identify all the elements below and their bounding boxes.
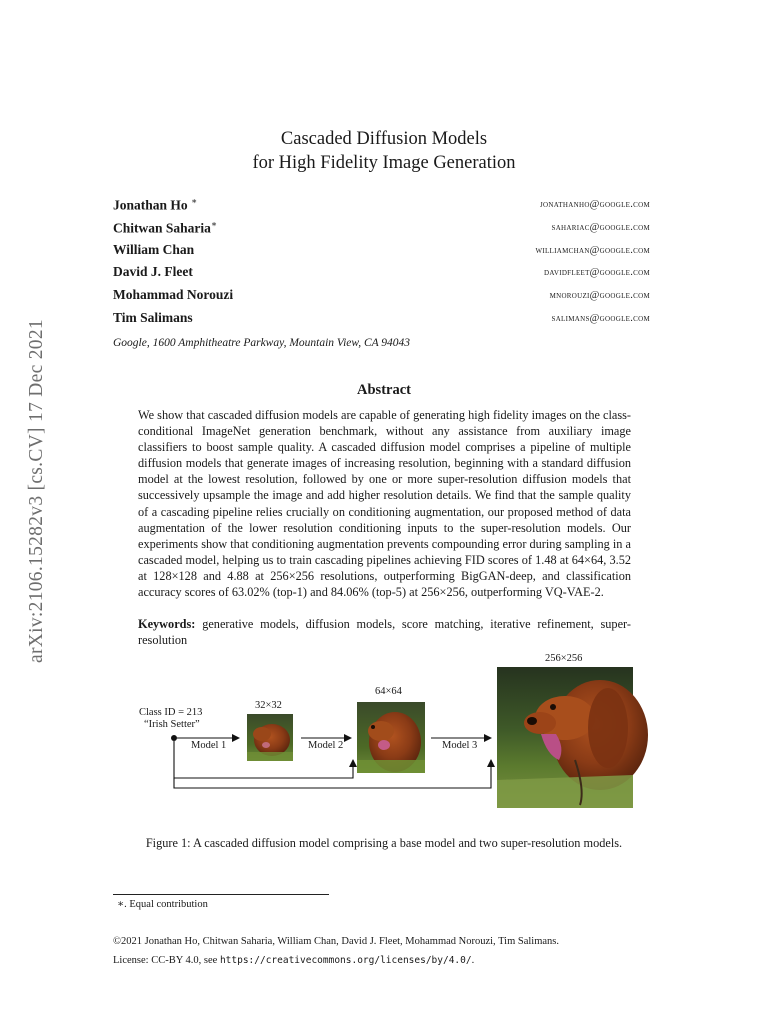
author-name: David J. Fleet [113, 264, 193, 279]
author-email[interactable]: mnorouzi@google.com [549, 290, 650, 301]
sample-image-256 [497, 667, 648, 808]
sample-image-32 [247, 714, 293, 761]
affiliation: Google, 1600 Amphitheatre Parkway, Mountain View, CA 94043 [113, 337, 411, 349]
resolution-label-64: 64×64 [375, 686, 402, 697]
model-3-label: Model 3 [442, 740, 478, 751]
model-1-label: Model 1 [191, 740, 227, 751]
class-name-label: “Irish Setter” [144, 719, 200, 730]
keywords-text: generative models, diffusion models, score matching, iterative refinement, super-resolution [138, 617, 631, 647]
author-name: Mohammad Norouzi [113, 287, 234, 302]
author-email[interactable]: williamchan@google.com [535, 245, 650, 256]
author-name: Chitwan Saharia∗ [113, 219, 218, 236]
paper-title-line-1: Cascaded Diffusion Models [280, 129, 488, 149]
author-name: Jonathan Ho ∗ [113, 196, 198, 213]
author-email[interactable]: jonathanho@google.com [540, 199, 650, 210]
author-name: Tim Salimans [113, 310, 193, 325]
class-input-dot [171, 735, 177, 741]
resolution-label-32: 32×32 [255, 700, 282, 711]
author-email[interactable]: davidfleet@google.com [544, 267, 650, 278]
author-email[interactable]: salimans@google.com [551, 313, 650, 324]
class-conditioning-line-256 [174, 760, 491, 788]
license-notice: License: CC-BY 4.0, see https://creativecommons.org/licenses/by/4.0/. [113, 955, 475, 966]
footnote-equal-contribution: ∗. Equal contribution [117, 899, 208, 910]
resolution-label-256: 256×256 [545, 653, 583, 664]
model-2-label: Model 2 [308, 740, 344, 751]
paper-title-line-2: for High Fidelity Image Generation [252, 153, 516, 173]
license-link[interactable]: https://creativecommons.org/licenses/by/4.0/ [219, 955, 472, 966]
author-name: William Chan [113, 242, 195, 257]
class-id-label: Class ID = 213 [139, 707, 203, 718]
copyright-notice: ©2021 Jonathan Ho, Chitwan Saharia, William Chan, David J. Fleet, Mohammad Norouzi, Tim Salimans. [113, 936, 559, 947]
sample-image-64 [357, 702, 425, 773]
keywords-label: Keywords: [138, 617, 196, 631]
figure-caption: Figure 1: A cascaded diffusion model comprising a base model and two super-resolution models. [145, 836, 623, 850]
arxiv-identifier: arXiv:2106.15282v3 [cs.CV] 17 Dec 2021 [26, 319, 47, 663]
abstract-heading: Abstract [357, 382, 411, 398]
abstract-body: We show that cascaded diffusion models are capable of generating high fidelity images on the class-conditional ImageNet generation benchmark, without any assistance from auxiliary image classifiers to boost sample quality. A cascaded diffusion model comprises a pipeline of multiple diffusion models that generate images of increasing resolution, beginning with a standard diffusion model at the lowest resolution, followed by one or more super-resolution diffusion models that successively upsample the image and add higher resolution details. We find that the sample quality of a cascading pipeline relies crucially on conditioning augmentation, our proposed method of data augmentation of the lower resolution conditioning inputs to the super-resolution models. Our experiments show that conditioning augmentation prevents compounding error during sampling in a cascaded model, helping us to train cascading pipelines achieving FID scores of 1.48 at 64×64, 3.52 at 128×128 and 4.88 at 256×256 resolutions, outperforming BigGAN-deep, and classification accuracy scores of 63.02% (top-1) and 84.06% (top-5) at 256×256, outperforming VQ-VAE-2. [138, 408, 631, 600]
footnote-divider [113, 894, 329, 895]
author-email[interactable]: sahariac@google.com [551, 222, 650, 233]
